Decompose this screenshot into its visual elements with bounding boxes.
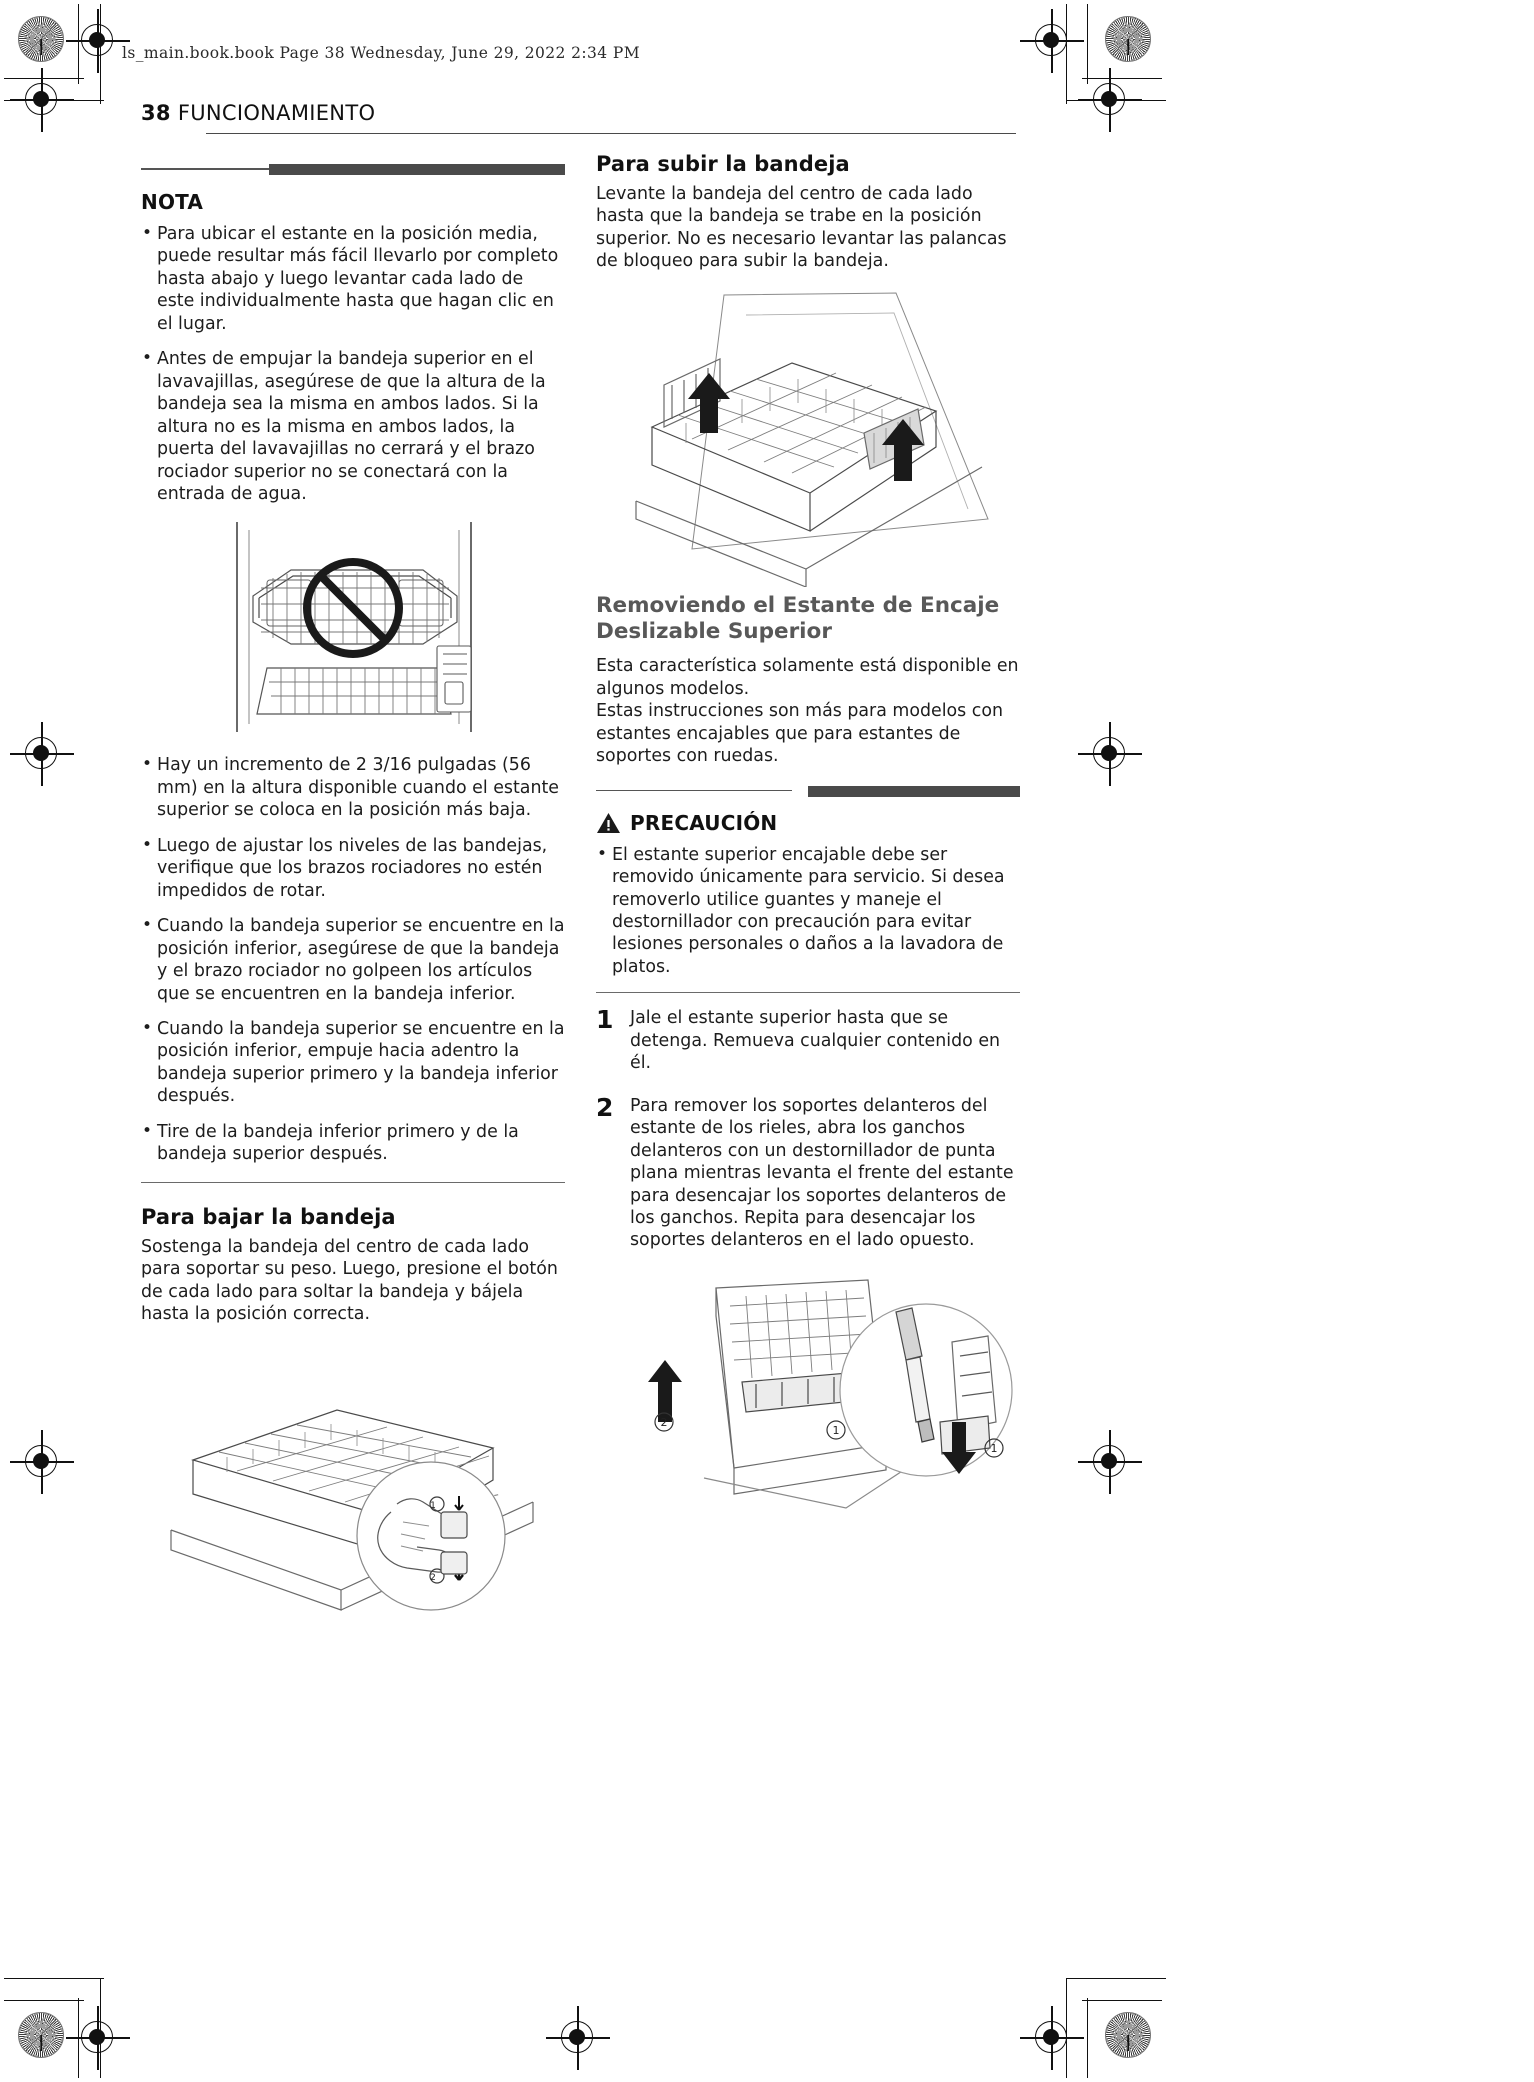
warning-triangle-icon xyxy=(596,812,621,834)
svg-text:1: 1 xyxy=(430,1500,436,1511)
registration-crosshair xyxy=(1084,74,1136,126)
list-item: • Hay un incremento de 2 3/16 pulgadas (56 mm) en la altura disponible cuando el estante superior se coloca en la posición más baja. xyxy=(141,754,565,821)
crop-line xyxy=(1082,2000,1162,2001)
caution-label: PRECAUCIÓN xyxy=(630,810,778,835)
crop-line xyxy=(1066,4,1067,104)
step-text: Para remover los soportes delanteros del estante de los rieles, abra los ganchos delanteros con un destornillador de punta plana mientras levanta el frente del estante para desencajar los soportes delanteros de los ganchos. Repita para desencajar los soportes delanteros en el lado opuesto. xyxy=(630,1095,1014,1251)
list-item: • Para ubicar el estante en la posición media, puede resultar más fácil llevarlo por completo hasta abajo y luego levantar cada lado de este individualmente hasta que hagan clic en el lugar. xyxy=(141,223,565,335)
note-label: NOTA xyxy=(141,190,204,214)
upper-rack-level-check-illustration xyxy=(141,518,565,740)
raise-rack-heading: Para subir la bandeja xyxy=(596,152,850,176)
registration-crosshair xyxy=(1026,2012,1078,2064)
registration-crosshair xyxy=(1084,1436,1136,1488)
crop-line xyxy=(100,1978,101,2078)
step-number: 2 xyxy=(596,1092,614,1122)
note-bullet-list xyxy=(141,223,565,505)
caution-banner xyxy=(596,782,1020,808)
registration-crosshair xyxy=(552,2012,604,2064)
crop-line xyxy=(100,4,101,104)
svg-text:1: 1 xyxy=(832,1423,840,1437)
caution-divider xyxy=(596,992,1020,993)
crop-line xyxy=(4,2000,84,2001)
registration-crosshair xyxy=(72,15,124,67)
list-item: • El estante superior encajable debe ser removido únicamente para servicio. Si desea removerlo utilice guantes y maneje el destornillador con precaución para evitar lesiones personales o daños a la lavadora de platos. xyxy=(596,844,1020,979)
lower-rack-heading: Para bajar la bandeja xyxy=(141,1204,396,1229)
list-item: • Antes de empujar la bandeja superior en el lavavajillas, asegúrese de que la altura de la bandeja sea la misma en ambos lados. Si la altura no es la misma en ambos lados, la puerta del lavavajillas no cerrará y el brazo rociador superior no se conectará con la entrada de agua. xyxy=(141,348,565,505)
svg-text:1: 1 xyxy=(990,1441,998,1455)
raise-rack-body: Levante la bandeja del centro de cada lado hasta que la bandeja se trabe en la posición superior. No es necesario levantar las palancas de bloqueo para subir la bandeja. xyxy=(596,184,1007,272)
rosette-target xyxy=(18,16,64,62)
section-title: FUNCIONAMIENTO xyxy=(177,101,376,125)
crop-line xyxy=(78,1998,79,2078)
printer-header-text: ls_main.book.book Page 38 Wednesday, June 29, 2022 2:34 PM xyxy=(122,44,640,62)
section-divider xyxy=(141,1182,565,1183)
registration-crosshair xyxy=(72,2012,124,2064)
step-1 xyxy=(596,1007,1020,1074)
callout-number-2: 2 xyxy=(660,1415,668,1429)
remove-rack-heading: Removiendo el Estante de Encaje Deslizable Superior xyxy=(596,592,1000,644)
crop-line xyxy=(1066,100,1166,101)
crop-line xyxy=(1087,1998,1088,2078)
note-banner xyxy=(141,160,565,186)
list-item: • Luego de ajustar los niveles de las bandejas, verifique que los brazos rociadores no estén impedidos de rotar. xyxy=(141,835,565,902)
remove-rack-body-2: Estas instrucciones son más para modelos con estantes encajables que para estantes de soportes con ruedas. xyxy=(596,701,1003,767)
post-figure-bullet-list xyxy=(141,754,565,1165)
list-item: • Cuando la bandeja superior se encuentre en la posición inferior, empuje hacia adentro la bandeja superior primero y la bandeja inferior después. xyxy=(141,1018,565,1108)
crop-line xyxy=(78,4,79,84)
step-number: 1 xyxy=(596,1005,614,1035)
page-number: 38 xyxy=(141,101,171,125)
crop-line xyxy=(1082,78,1162,79)
registration-crosshair xyxy=(16,728,68,780)
crop-line xyxy=(1087,4,1088,84)
list-item: • Cuando la bandeja superior se encuentre en la posición inferior, asegúrese de que la bandeja y el brazo rociador no golpeen los artículos que se encuentren en la bandeja inferior. xyxy=(141,915,565,1005)
crop-line xyxy=(1066,1978,1166,1979)
crop-line xyxy=(4,100,104,101)
right-column xyxy=(596,152,1020,1512)
step-2 xyxy=(596,1092,1020,1252)
crop-line xyxy=(1066,1978,1067,2078)
page-title-rule xyxy=(206,133,1016,134)
caution-header xyxy=(596,811,1020,835)
lower-rack-body: Sostenga la bandeja del centro de cada lado para soportar su peso. Luego, presione el botón de cada lado para soltar la bandeja y bájela hasta la posición correcta. xyxy=(141,1236,558,1325)
registration-crosshair xyxy=(1084,728,1136,780)
rosette-target xyxy=(1105,16,1151,62)
left-column xyxy=(141,160,565,1644)
registration-crosshair xyxy=(16,1436,68,1488)
rosette-target xyxy=(1105,2012,1151,2058)
registration-crosshair xyxy=(1026,15,1078,67)
raising-upper-rack-illustration xyxy=(596,287,1020,587)
registration-crosshair xyxy=(16,74,68,126)
page-title xyxy=(141,101,375,125)
lowering-rack-release-button-illustration xyxy=(141,1344,565,1644)
rosette-target xyxy=(18,2012,64,2058)
crop-line xyxy=(4,1978,104,1979)
step-text: Jale el estante superior hasta que se detenga. Remueva cualquier contenido en él. xyxy=(630,1008,1001,1074)
caution-bullet-list xyxy=(596,844,1020,979)
list-item: • Tire de la bandeja inferior primero y de la bandeja superior después. xyxy=(141,1121,565,1166)
crop-line xyxy=(4,78,84,79)
remove-rack-body-1: Esta característica solamente está disponible en algunos modelos. xyxy=(596,656,1019,699)
svg-text:2: 2 xyxy=(430,1572,436,1583)
front-support-removal-illustration xyxy=(596,1272,1020,1512)
